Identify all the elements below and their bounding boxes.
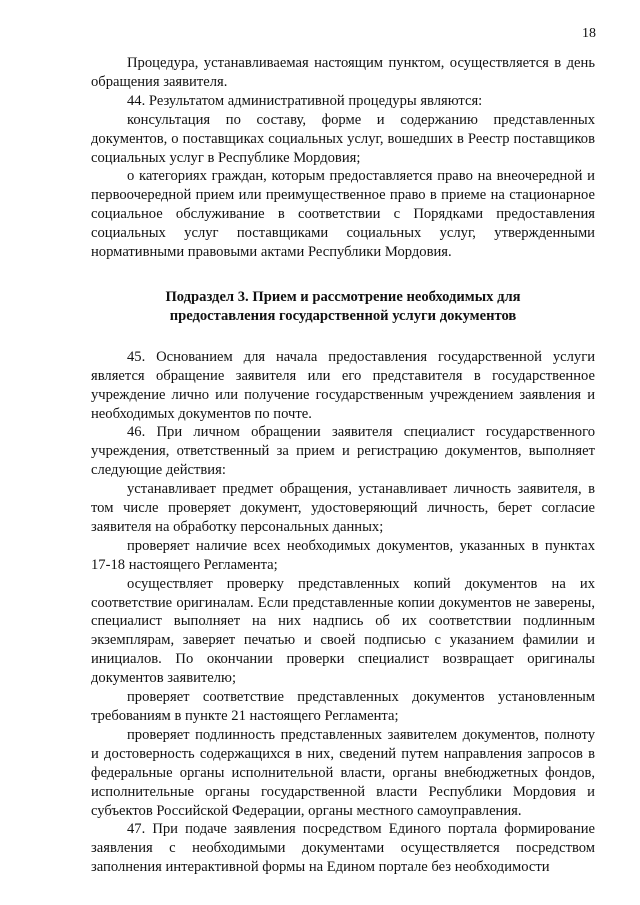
paragraph-47-portal: 47. При подаче заявления посредством Единого портала формирование заявления с необходимыми документами осуществляется посредством заполнения интерактивной формы на Едином портале без необходимости [91,821,595,876]
paragraph-check-requirements: проверяет соответствие представленных документов установленным требованиям в пункте 21 настоящего Регламента; [91,689,595,724]
paragraph-consultation: консультация по составу, форме и содержанию представленных документов, о поставщиках социальных услуг, вошедших в Реестр поставщиков социальных услуг в Республике Мордовия; [91,111,595,166]
paragraph-46-personal-visit: 46. При личном обращении заявителя специалист государственного учреждения, ответственный за прием и регистрацию документов, выполняет следующие действия: [91,424,595,479]
paragraph-check-authenticity: проверяет подлинность представленных заявителем документов, полноту и достоверность содержащихся в них, сведений путем направления запросов в федеральные органы исполнительной власти, органы внебюджетных фондов, исполнительные органы государственной власти Республики Мордовия и субъектов Российской Федерации, органы местного самоуправления. [91,726,595,819]
paragraph-verify-copies: осуществляет проверку представленных копий документов на их соответствие оригиналам. Если представленные копии документов не заверены, специалист выполняет на них надпись об их соответствии подлинным экземплярам, заверяет печатью и своей подписью с указанием фамилии и инициалов. По окончании проверки специалист возвращает оригиналы документов заявителю; [91,575,595,687]
page-number: 18 [582,26,596,41]
paragraph-44-results: 44. Результатом административной процедуры являются: [127,92,483,109]
paragraph-establish-subject: устанавливает предмет обращения, устанавливает личность заявителя, в том числе проверяет документ, удостоверяющий личность, берет согласие заявителя на обработку персональных данных; [91,481,595,535]
section-heading [91,288,595,326]
section-heading-line-1: Подраздел 3. Прием и рассмотрение необходимых для [165,288,521,305]
section-heading-line-2: предоставления государственной услуги документов [169,307,517,324]
paragraph-procedure-timing: Процедура, устанавливаемая настоящим пунктом, осуществляется в день обращения заявителя. [91,55,595,90]
paragraph-check-documents: проверяет наличие всех необходимых документов, указанных в пунктах 17-18 настоящего Регламента; [91,537,595,573]
document-body [91,54,595,877]
paragraph-categories: о категориях граждан, которым предоставляется право на внеочередной и первоочередной прием или преимущественное право в приеме на стационарное социальное обслуживание в соответствии с Порядками предоставления социальных услуг поставщиками социальных услуг, утвержденными нормативными правовыми актами Республики Мордовия. [91,168,595,261]
paragraph-45-basis: 45. Основанием для начала предоставления государственной услуги является обращение заявителя или его представителя в государственное учреждение лично или получение государственным учреждением заявления и необходимых документов по почте. [91,348,595,422]
